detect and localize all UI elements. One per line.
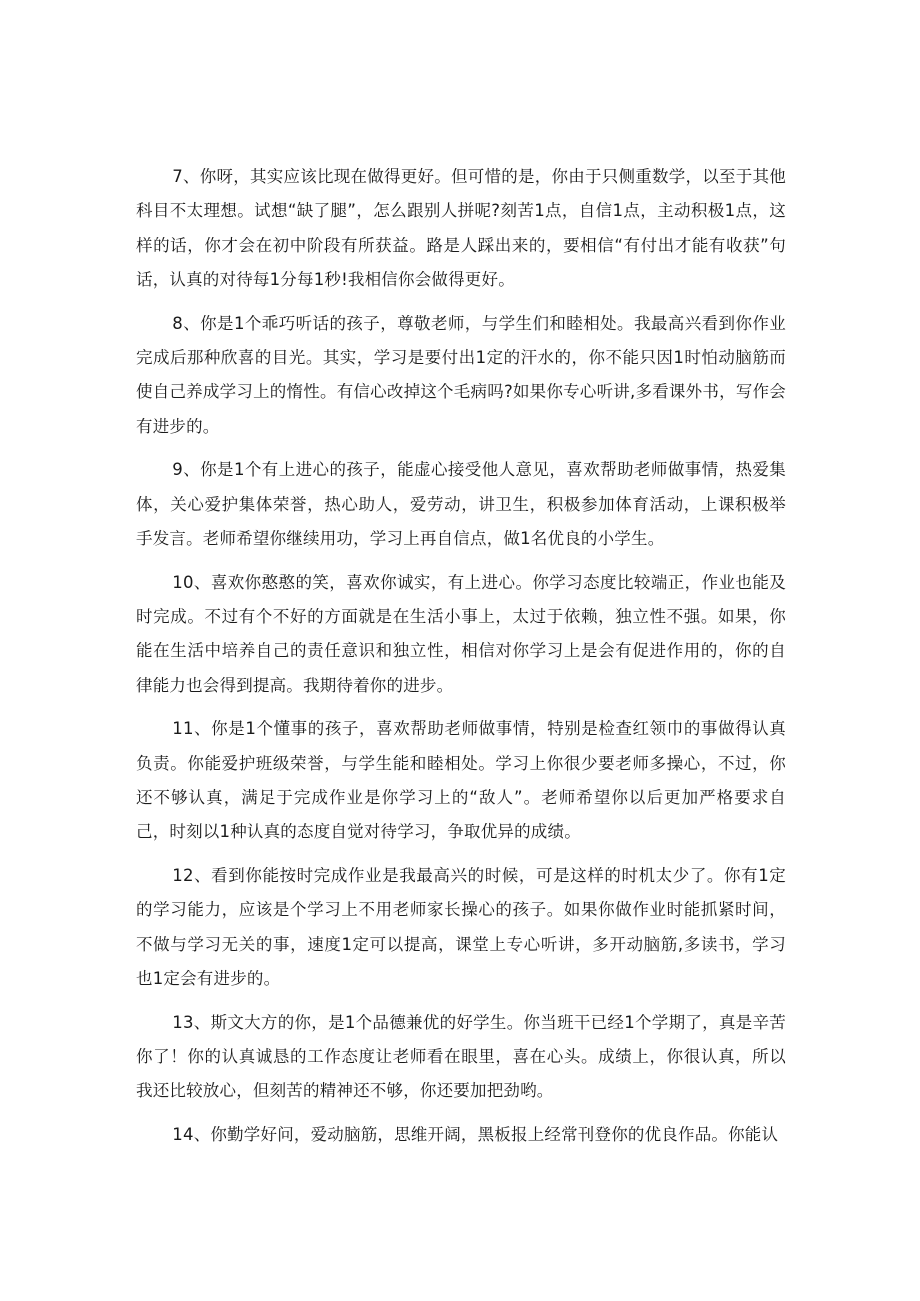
paragraph-13: 13、斯文大方的你，是1个品德兼优的好学生。你当班干已经1个学期了，真是辛苦你了！你的认真诚恳的工作态度让老师看在眼里，喜在心头。成绩上，你很认真，所以我还比较放心，但刻苦的精神还不够，你还要加把劲哟。 xyxy=(136,1012,786,1101)
paragraph-14: 14、你勤学好问，爱动脑筋，思维开阔，黑板报上经常刊登你的优良作品。你能认 xyxy=(172,1125,779,1145)
paragraph-7: 7、你呀，其实应该比现在做得更好。但可惜的是，你由于只侧重数学，以至于其他科目不太理想。试想“缺了腿”，怎么跟别人拼呢?刻苦1点，自信1点，主动积极1点，这样的话，你才会在初中阶段有所获益。路是人踩出来的，要相信“有付出才能有收获”句话，认真的对待每1分每1秒!我相信你会做得更好。 xyxy=(136,167,786,289)
paragraph-11: 11、你是1个懂事的孩子，喜欢帮助老师做事情，特别是检查红领巾的事做得认真负责。你能爱护班级荣誉，与学生能和睦相处。学习上你很少要老师多操心，不过，你还不够认真，满足于完成作业是你学习上的“敌人”。老师希望你以后更加严格要求自己，时刻以1种认真的态度自觉对待学习，争取优异的成绩。 xyxy=(136,719,786,842)
paragraph-9: 9、你是1个有上进心的孩子，能虚心接受他人意见，喜欢帮助老师做事情，热爱集体，关心爱护集体荣誉，热心助人，爱劳动，讲卫生，积极参加体育活动，上课积极举手发言。老师希望你继续用功，学习上再自信点，做1名优良的小学生。 xyxy=(136,460,786,548)
paragraph-10: 10、喜欢你憨憨的笑，喜欢你诚实，有上进心。你学习态度比较端正，作业也能及时完成。不过有个不好的方面就是在生活小事上，太过于依赖，独立性不强。如果，你能在生活中培养自己的责任意识和独立性，相信对你学习上是会有促进作用的，你的自律能力也会得到提高。我期待着你的进步。 xyxy=(136,572,786,695)
paragraph-12: 12、看到你能按时完成作业是我最高兴的时候，可是这样的时机太少了。你有1定的学习能力，应该是个学习上不用老师家长操心的孩子。如果你做作业时能抓紧时间，不做与学习无关的事，速度1定可以提高，课堂上专心听讲，多开动脑筋,多读书，学习也1定会有进步的。 xyxy=(136,866,786,989)
paragraph-8: 8、你是1个乖巧听话的孩子，尊敬老师，与学生们和睦相处。我最高兴看到你作业完成后那种欣喜的目光。其实，学习是要付出1定的汗水的，你不能只因1时怕动脑筋而使自己养成学习上的惰性。有信心改掉这个毛病吗?如果你专心听讲,多看课外书，写作会有进步的。 xyxy=(136,313,786,436)
document-page xyxy=(136,160,786,1162)
